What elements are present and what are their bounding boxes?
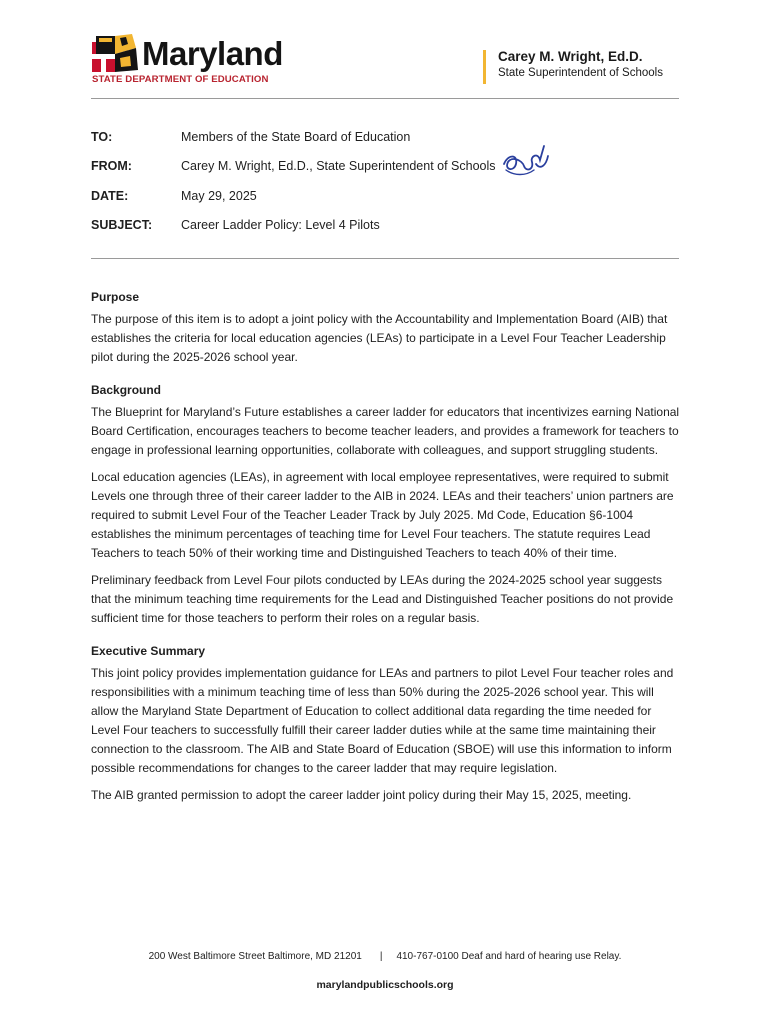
handwritten-signature	[500, 140, 552, 180]
executive-summary-paragraph-1: This joint policy provides implementation guidance for LEAs and partners to pilot Level Four teacher roles and responsibilities with a minimum teaching time of less than 50% during the 2025-2026 school year. This will allow the Maryland State Department of Education to collect additional data regarding the time needed for Level Four teachers to successfully fulfill their career ladder duties while at the same time maintaining their connection to the classroom. The AIB and State Board of Education (SBOE) will use this information to inform possible recommendations for changes to the career ladder that may require legislation.	[91, 666, 674, 775]
signer-accent-bar	[483, 50, 486, 84]
memo-divider	[91, 258, 679, 259]
purpose-heading: Purpose	[91, 290, 140, 304]
purpose-paragraph: The purpose of this item is to adopt a joint policy with the Accountability and Implementation Board (AIB) that establishes the criteria for local education agencies (LEAs) to participate in a Level Four Teacher Leadership pilot during the 2025-2026 school year.	[91, 312, 668, 364]
memo-date-label: DATE:	[91, 189, 129, 203]
background-paragraph-1: The Blueprint for Maryland’s Future establishes a career ladder for educators that incentivizes earning National Board Certification, encourages teachers to become teacher leaders, and provides a framework for teachers to engage in professional learning opportunities, collaborate with colleagues, and support struggling students.	[91, 405, 680, 457]
footer-phone: 410-767-0100 Deaf and hard of hearing use Relay.	[396, 951, 622, 962]
memo-date-value: May 29, 2025	[181, 189, 257, 203]
footer-contact	[0, 951, 770, 962]
signer-title: State Superintendent of Schools	[498, 67, 663, 79]
maryland-flag-icon	[92, 34, 138, 72]
footer-website-link[interactable]: marylandpublicschools.org	[316, 979, 454, 991]
purpose-section	[91, 288, 681, 367]
memo-subject-value: Career Ladder Policy: Level 4 Pilots	[181, 218, 380, 232]
memo-to-label: TO:	[91, 130, 113, 144]
footer-address: 200 West Baltimore Street Baltimore, MD 21201	[148, 951, 362, 962]
memo-body	[91, 288, 681, 819]
executive-summary-paragraph-2: The AIB granted permission to adopt the career ladder joint policy during their May 15, 2025, meeting.	[91, 788, 632, 802]
memo-subject-label: SUBJECT:	[91, 218, 153, 232]
background-paragraph-2: Local education agencies (LEAs), in agreement with local employee representatives, were required to submit Levels one through three of their career ladder to the AIB in 2024. LEAs and their teachers’ union partners are required to submit Level Four of the Teacher Leader Track by July 2025. Md Code, Education §6-1004 establishes the minimum percentages of teaching time for Level Four teachers. The statute requires Lead Teachers to teach 50% of their working time and Distinguished Teachers to teach 40% of their time.	[91, 470, 674, 560]
executive-summary-heading: Executive Summary	[91, 644, 206, 658]
memo-from-label: FROM:	[91, 159, 132, 173]
background-section	[91, 381, 681, 628]
memo-to-value: Members of the State Board of Education	[181, 130, 411, 144]
memo-date-row	[91, 189, 591, 207]
memo-subject-row	[91, 218, 591, 236]
signer-name: Carey M. Wright, Ed.D.	[498, 49, 643, 64]
msde-logo	[92, 34, 292, 86]
logo-subtitle: STATE DEPARTMENT OF EDUCATION	[92, 74, 269, 85]
logo-wordmark: Maryland	[142, 35, 283, 72]
memo-from-value: Carey M. Wright, Ed.D., State Superintendent of Schools	[181, 159, 496, 173]
footer-separator: |	[379, 951, 383, 962]
executive-summary-section	[91, 642, 681, 805]
background-heading: Background	[91, 383, 162, 397]
background-paragraph-3: Preliminary feedback from Level Four pilots conducted by LEAs during the 2024-2025 school year suggests that the minimum teaching time requirements for the Lead and Distinguished Teacher positions do not provide sufficient time for those teachers to perform their roles on a regular basis.	[91, 573, 674, 625]
header-divider	[91, 98, 679, 99]
